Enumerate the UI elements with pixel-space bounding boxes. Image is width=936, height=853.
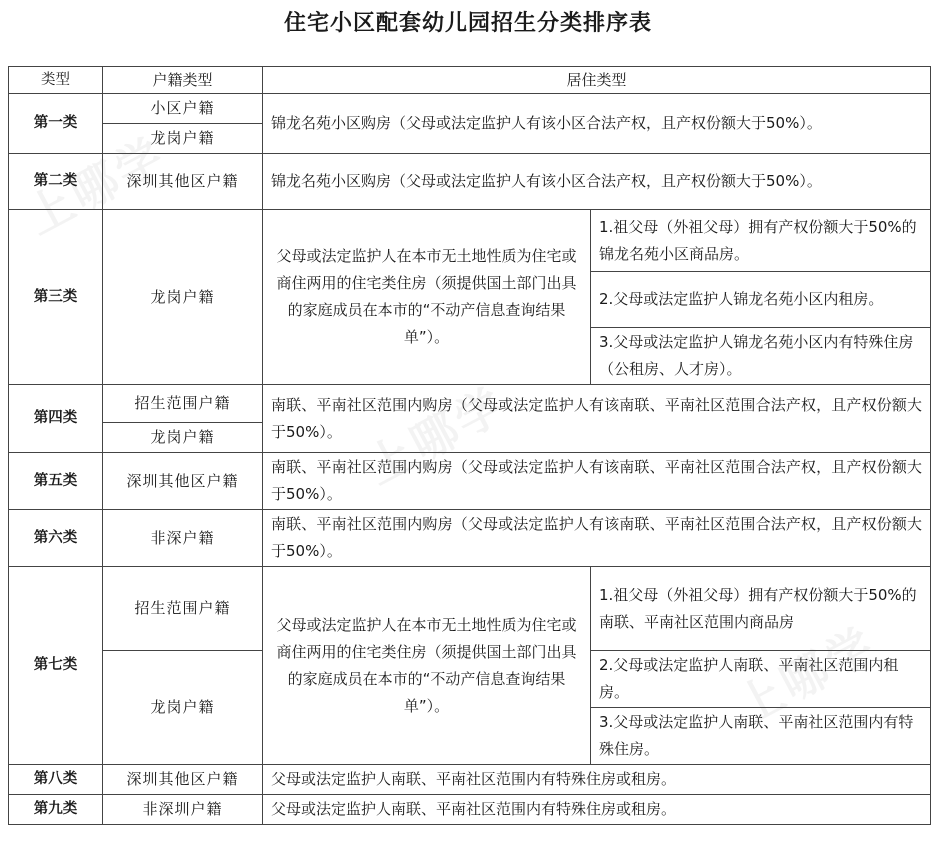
category-8: 第八类 bbox=[9, 765, 103, 795]
residence-cell: 锦龙名苑小区购房（父母或法定监护人有该小区合法产权，且产权份额大于50%）。 bbox=[263, 154, 931, 210]
hukou-cell: 非深圳户籍 bbox=[103, 795, 263, 825]
residence-cell: 父母或法定监护人南联、平南社区范围内有特殊住房或租房。 bbox=[263, 795, 931, 825]
table-row bbox=[9, 453, 931, 510]
residence-cell: 南联、平南社区范围内购房（父母或法定监护人有该南联、平南社区范围合法产权，且产权份额大于50%）。 bbox=[263, 385, 931, 453]
hukou-cell: 小区户籍 bbox=[103, 94, 263, 124]
category-7: 第七类 bbox=[9, 567, 103, 765]
page-title: 住宅小区配套幼儿园招生分类排序表 bbox=[283, 10, 652, 36]
option-cell: 2.父母或法定监护人南联、平南社区范围内租房。 bbox=[591, 651, 931, 708]
category-6: 第六类 bbox=[9, 510, 103, 567]
enrollment-table bbox=[8, 66, 931, 825]
condition-cell: 父母或法定监护人在本市无土地性质为住宅或商住两用的住宅类住房（须提供国土部门出具的家庭成员在本市的“不动产信息查询结果单”）。 bbox=[263, 567, 591, 765]
residence-cell: 父母或法定监护人南联、平南社区范围内有特殊住房或租房。 bbox=[263, 765, 931, 795]
category-1: 第一类 bbox=[9, 94, 103, 154]
residence-cell: 锦龙名苑小区购房（父母或法定监护人有该小区合法产权，且产权份额大于50%）。 bbox=[263, 94, 931, 154]
hukou-cell: 龙岗户籍 bbox=[103, 124, 263, 154]
header-type: 类型 bbox=[9, 67, 103, 94]
option-cell: 2.父母或法定监护人锦龙名苑小区内租房。 bbox=[591, 272, 931, 328]
header-row bbox=[9, 67, 931, 94]
condition-cell: 父母或法定监护人在本市无土地性质为住宅或商住两用的住宅类住房（须提供国土部门出具的家庭成员在本市的“不动产信息查询结果单”）。 bbox=[263, 210, 591, 385]
table-row bbox=[9, 385, 931, 423]
table-row bbox=[9, 795, 931, 825]
residence-cell: 南联、平南社区范围内购房（父母或法定监护人有该南联、平南社区范围合法产权，且产权份额大于50%）。 bbox=[263, 453, 931, 510]
table-row bbox=[9, 765, 931, 795]
category-4: 第四类 bbox=[9, 385, 103, 453]
table-row bbox=[9, 567, 931, 651]
residence-cell: 南联、平南社区范围内购房（父母或法定监护人有该南联、平南社区范围合法产权，且产权份额大于50%）。 bbox=[263, 510, 931, 567]
option-cell: 3.父母或法定监护人锦龙名苑小区内有特殊住房（公租房、人才房）。 bbox=[591, 328, 931, 385]
option-cell: 3.父母或法定监护人南联、平南社区范围内有特殊住房。 bbox=[591, 708, 931, 765]
hukou-cell: 龙岗户籍 bbox=[103, 651, 263, 765]
hukou-cell: 深圳其他区户籍 bbox=[103, 765, 263, 795]
hukou-cell: 招生范围户籍 bbox=[103, 385, 263, 423]
hukou-cell: 龙岗户籍 bbox=[103, 210, 263, 385]
hukou-cell: 深圳其他区户籍 bbox=[103, 453, 263, 510]
category-5: 第五类 bbox=[9, 453, 103, 510]
category-2: 第二类 bbox=[9, 154, 103, 210]
category-9: 第九类 bbox=[9, 795, 103, 825]
hukou-cell: 深圳其他区户籍 bbox=[103, 154, 263, 210]
table-row bbox=[9, 510, 931, 567]
option-cell: 1.祖父母（外祖父母）拥有产权份额大于50%的锦龙名苑小区商品房。 bbox=[591, 210, 931, 272]
header-hukou: 户籍类型 bbox=[103, 67, 263, 94]
table-row bbox=[9, 210, 931, 272]
category-3: 第三类 bbox=[9, 210, 103, 385]
hukou-cell: 招生范围户籍 bbox=[103, 567, 263, 651]
hukou-cell: 龙岗户籍 bbox=[103, 423, 263, 453]
hukou-cell: 非深户籍 bbox=[103, 510, 263, 567]
option-cell: 1.祖父母（外祖父母）拥有产权份额大于50%的南联、平南社区范围内商品房 bbox=[591, 567, 931, 651]
table-row bbox=[9, 94, 931, 124]
header-residence: 居住类型 bbox=[263, 67, 931, 94]
table-row bbox=[9, 154, 931, 210]
